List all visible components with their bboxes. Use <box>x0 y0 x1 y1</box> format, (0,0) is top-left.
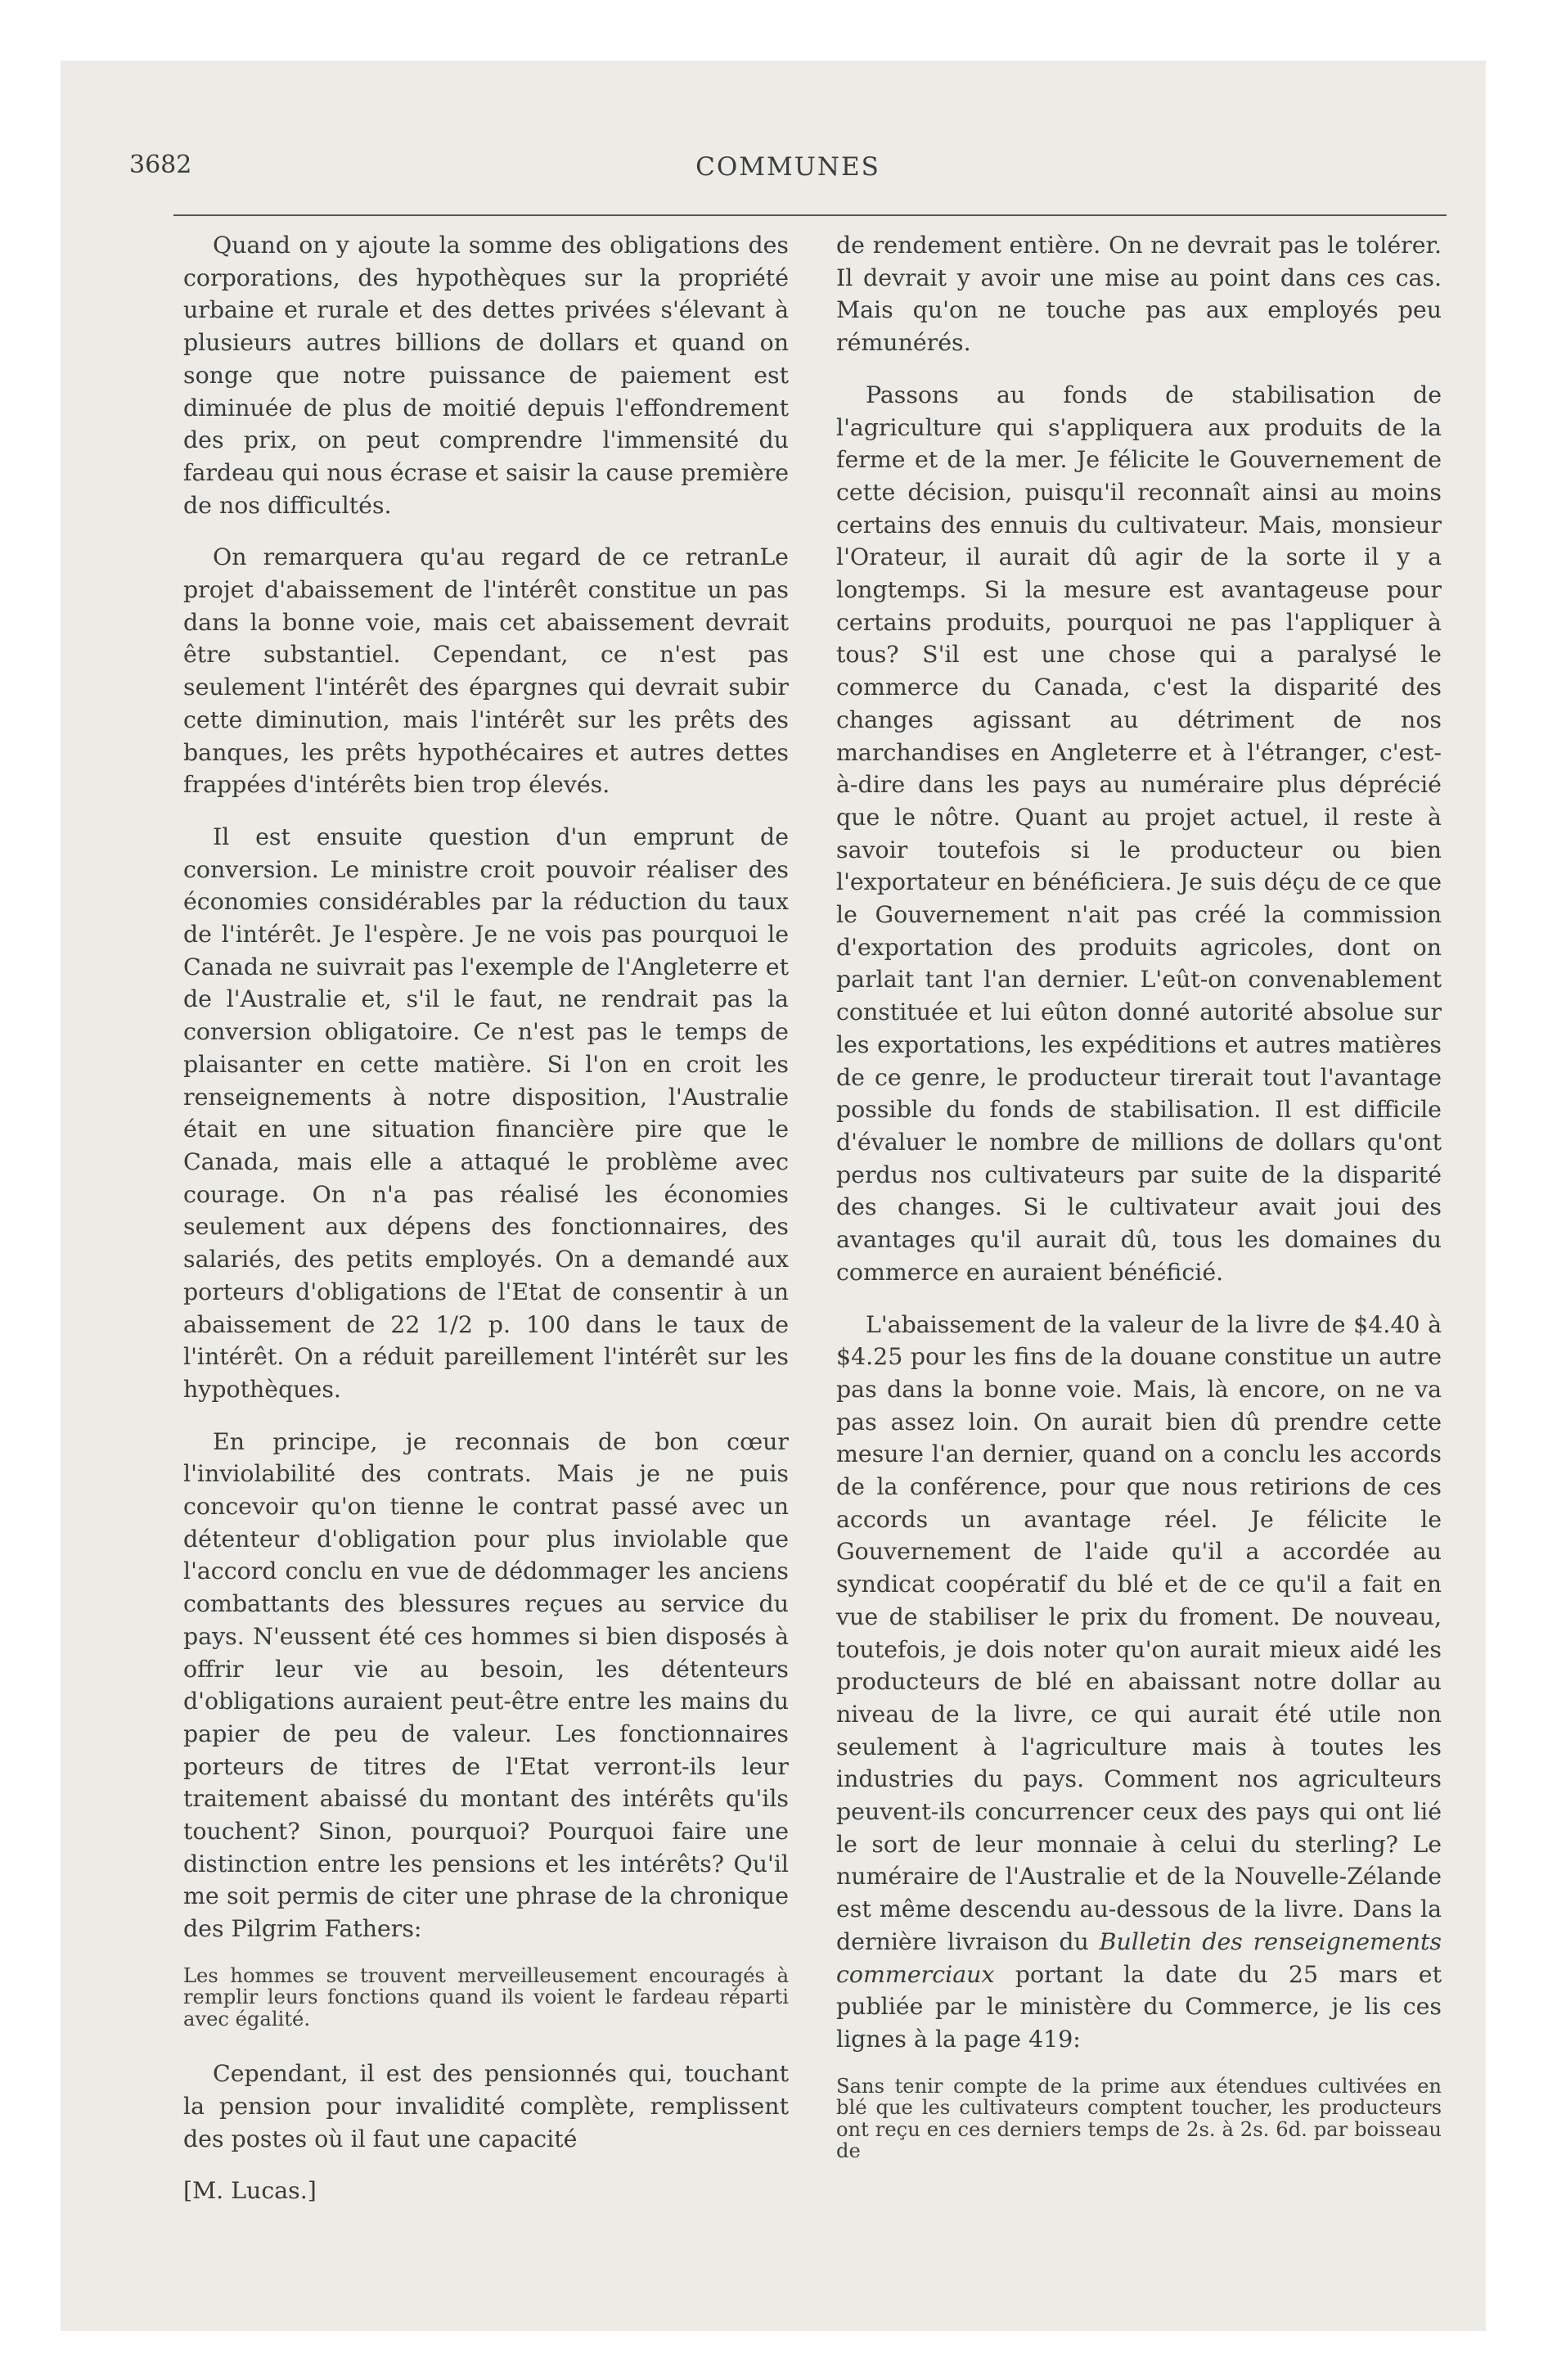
quote-bulletin: Sans tenir compte de la prime aux étendues cultivées en blé que les cultivateurs comptent toucher, les producteurs ont reçu en ces derniers temps de 2s. à 2s. 6d. par boisseau de <box>836 2074 1442 2163</box>
quote-pilgrim-fathers: Les hommes se trouvent merveilleusement encouragés à remplir leurs fonctions quand ils voient le fardeau réparti avec égalité. <box>183 1963 789 2031</box>
page-number: 3682 <box>129 151 192 179</box>
speaker-attribution: [M. Lucas.] <box>183 2177 317 2205</box>
paragraph-continuation: de rendement entière. On ne devrait pas le tolérer. Il devrait y avoir une mise au point dans ces cas. Mais qu'on ne touche pas aux employés peu rémunérés. <box>836 232 1442 357</box>
paragraph-conversion-loan: Il est ensuite question d'un emprunt de conversion. Le ministre croit pouvoir réaliser des économies considérables par la réduction du taux de l'intérêt. Je l'espère. Je ne vois pas pourquoi le Canada ne suivrait pas l'exemple de l'Angleterre et de l'Australie et, s'il le faut, ne rendrait pas la conversion obligatoire. Ce n'est pas le temps de plaisanter en cette matière. Si l'on en croit les renseignements à notre disposition, l'Australie était en une situation financière pire que le Canada, mais elle a attaqué le problème avec courage. On n'a pas réalisé les économies seulement aux dépens des fonctionnaires, des salariés, des petits employés. On a demandé aux porteurs d'obligations de l'Etat de consentir à un abaissement de 22 1/2 p. 100 dans le taux de l'intérêt. On a réduit pareillement l'intérêt sur les hypothèques. <box>183 823 789 1403</box>
right-column <box>836 229 1442 2162</box>
running-title: COMMUNES <box>695 152 880 182</box>
paragraph-interest-rate: On remarquera qu'au regard de ce retranLe projet d'abaissement de l'intérêt constitue un pas dans la bonne voie, mais cet abaissement devrait être substantiel. Cependant, ce n'est pas seulement l'intérêt des épargnes qui devrait subir cette diminution, mais l'intérêt sur les prêts des banques, les prêts hypothécaires et autres dettes frappées d'intérêts bien trop élevés. <box>183 543 789 799</box>
paragraph-contracts: En principe, je reconnais de bon cœur l'inviolabilité des contrats. Mais je ne puis concevoir qu'on tienne le contrat passé avec un détenteur d'obligation pour plus inviolable que l'accord conclu en vue de dédommager les anciens combattants des blessures reçues au service du pays. N'eussent été ces hommes si bien disposés à offrir leur vie au besoin, les détenteurs d'obligations auraient peut-être entre les mains du papier de peu de valeur. Les fonctionnaires porteurs de titres de l'Etat verront-ils leur traitement abaissé du montant des intérêts qu'ils touchent? Sinon, pourquoi? Pourquoi faire une distinction entre les pensions et les intérêts? Qu'il me soit permis de citer une phrase de la chronique des Pilgrim Fathers: <box>183 1427 789 1943</box>
header-rule <box>173 214 1447 216</box>
left-column <box>183 229 789 2207</box>
paragraph-stabilization-fund: Passons au fonds de stabilisation de l'agriculture qui s'appliquera aux produits de la ferme et de la mer. Je félicite le Gouvernement de cette décision, puisqu'il reconnaît ainsi au moins certains des ennuis du cultivateur. Mais, monsieur l'Orateur, il aurait dû agir de la sorte il y a longtemps. Si la mesure est avantageuse pour certains produits, pourquoi ne pas l'appliquer à tous? S'il est une chose qui a paralysé le commerce du Canada, c'est la disparité des changes agissant au détriment de nos marchandises en Angleterre et à l'étranger, c'est-à-dire dans les pays au numéraire plus déprécié que le nôtre. Quant au projet actuel, il reste à savoir toutefois si le producteur ou bien l'exportateur en bénéficiera. Je suis déçu de ce que le Gouvernement n'ait pas créé la commission d'exportation des produits agricoles, dont on parlait tant l'an dernier. L'eût-on convenablement constituée et lui eûton donné autorité absolue sur les exportations, les expéditions et autres matières de ce genre, le producteur tirerait tout l'avantage possible du fonds de stabilisation. Il est difficile d'évaluer le nombre de millions de dollars qu'ont perdus nos cultivateurs par suite de la disparité des changes. Si le cultivateur avait joui des avantages qu'il aurait dû, tous les domaines du commerce en auraient bénéficié. <box>836 381 1442 1286</box>
page-header <box>129 146 1447 188</box>
bulletin-title: Bulletin des renseignements commerciaux <box>836 1927 1442 1988</box>
paragraph-pound-value <box>836 1309 1442 2056</box>
paragraph-pound-value-tail: portant la date du 25 mars et publiée par le ministère du Commerce, je lis ces lignes à la page 419: <box>836 1960 1442 2053</box>
paragraph-pensioners: Cependant, il est des pensionnés qui, touchant la pension pour invalidité complète, remplissent des postes où il faut une capacité <box>183 2060 789 2152</box>
paragraph-pound-value-text: L'abaissement de la valeur de la livre de $4.40 à $4.25 pour les fins de la douane constitue un autre pas dans la bonne voie. Mais, là encore, on ne va pas assez loin. On aurait bien dû prendre cette mesure l'an dernier, quand on a conclu les accords de la conférence, pour que nous retirions de ces accords un avantage réel. Je félicite le Gouvernement de l'aide qu'il a accordée au syndicat coopératif du blé et de ce qu'il a fait en vue de stabiliser le prix du froment. De nouveau, toutefois, je dois noter qu'on aurait mieux aidé les producteurs de blé en abaissant notre dollar au niveau de la livre, ce qui aurait été utile non seulement à l'agriculture mais à toutes les industries du pays. Comment nos agriculteurs peuvent-ils concurrencer ceux des pays qui ont lié le sort de leur monnaie à celui du sterling? Le numéraire de l'Australie et de la Nouvelle-Zélande est même descendu au-dessous de la livre. Dans la dernière livraison du <box>836 1310 1442 1955</box>
paragraph-mortgages: Quand on y ajoute la somme des obligations des corporations, des hypothèques sur la propriété urbaine et rurale et des dettes privées s'élevant à plusieurs autres billions de dollars et quand on songe que notre puissance de paiement est diminuée de plus de moitié depuis l'effondrement des prix, on peut comprendre l'immensité du fardeau qui nous écrase et saisir la cause première de nos difficultés. <box>183 232 789 519</box>
